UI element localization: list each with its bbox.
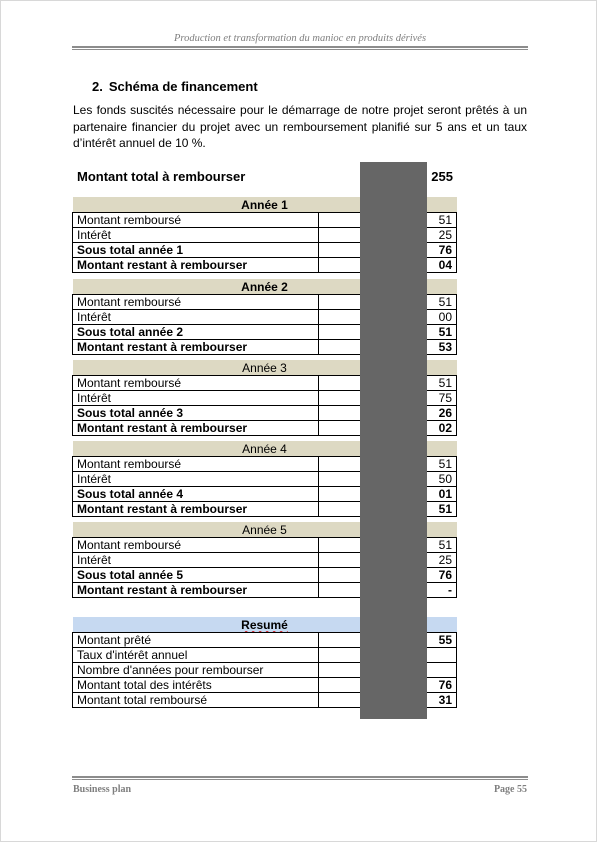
row-value: 51 [319,325,457,340]
row-value: 02 [319,421,457,436]
row-label: Montant remboursé [73,457,319,472]
row-label: Intérêt [73,472,319,487]
row-value: 76 [319,678,457,693]
row-value: 76 [319,243,457,258]
row-value: 25 [319,553,457,568]
row-value: 26 [319,406,457,421]
row-label: Sous total année 3 [73,406,319,421]
row-label: Nombre d'années pour rembourser [73,663,319,678]
year-title: Année 2 [73,279,457,295]
year-title: Année 1 [73,197,457,213]
year-title: Année 3 [73,360,457,376]
section-number: 2. [92,79,103,94]
row-value: 51 [319,295,457,310]
row-value: 25 [319,228,457,243]
row-label: Montant restant à rembourser [73,258,319,273]
row-label: Sous total année 2 [73,325,319,340]
row-value: 55 [319,633,457,648]
row-label: Montant prêté [73,633,319,648]
row-label: Taux d'intérêt annuel [73,648,319,663]
row-label: Montant remboursé [73,538,319,553]
row-value: 04 [319,258,457,273]
year-title: Année 5 [73,522,457,538]
row-label: Montant remboursé [73,295,319,310]
running-header: Production et transformation du manioc en produits dérivés [173,33,427,44]
row-label: Sous total année 1 [73,243,319,258]
row-value: 76 [319,568,457,583]
section-heading [92,79,258,94]
row-value: 51 [319,502,457,517]
redaction-bar [360,162,427,719]
row-label: Montant remboursé [73,213,319,228]
row-value: 51 [319,538,457,553]
row-label: Intérêt [73,391,319,406]
row-value: 53 [319,340,457,355]
row-value: 50 [319,472,457,487]
year-title: Année 4 [73,441,457,457]
row-label: Intérêt [73,553,319,568]
header-rule [72,46,528,48]
intro-paragraph: Les fonds suscités nécessaire pour le démarrage de notre projet seront prêtés à un partenaire financier du projet avec un remboursement planifié sur 5 ans et un taux d’intérêt annuel de 10 %. [73,103,527,150]
row-value: 01 [319,487,457,502]
row-value: 31 [319,693,457,708]
summary-title: Resumé [73,617,457,633]
row-value: - [319,583,457,598]
row-value: 51 [319,457,457,472]
row-label: Montant total des intérêts [73,678,319,693]
footer-rule-thin [72,779,528,780]
page-number: Page 55 [493,784,527,795]
row-label: Sous total année 4 [73,487,319,502]
row-value: 51 [319,376,457,391]
row-value: 00 [319,310,457,325]
row-label: Montant remboursé [73,376,319,391]
row-label: Montant restant à rembourser [73,421,319,436]
row-label: Montant restant à rembourser [73,502,319,517]
header-rule-thin [72,49,528,50]
footer-document-title: Business plan [73,784,132,795]
footer-rule [72,776,528,778]
row-value: 51 [319,213,457,228]
total-value: 255 [431,169,453,184]
row-label: Montant total remboursé [73,693,319,708]
row-label: Montant restant à rembourser [73,340,319,355]
row-label: Montant restant à rembourser [73,583,319,598]
row-label: Sous total année 5 [73,568,319,583]
section-title: Schéma de financement [108,79,258,94]
row-value: 75 [319,391,457,406]
row-label: Intérêt [73,228,319,243]
row-label: Intérêt [73,310,319,325]
total-label: Montant total à rembourser [77,169,246,184]
